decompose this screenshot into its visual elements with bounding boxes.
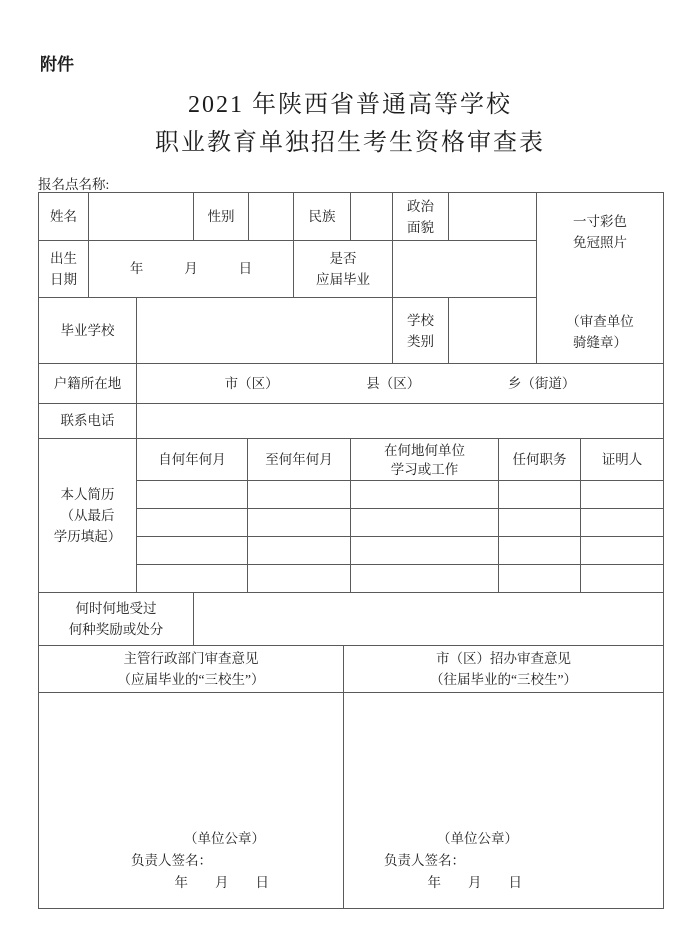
resume-label: 本人简历 （从最后 学历填起） bbox=[39, 439, 137, 593]
review-left-signature-cell bbox=[39, 693, 344, 908]
row-awards bbox=[39, 593, 663, 646]
phone-label: 联系电话 bbox=[39, 404, 137, 439]
resume-cell bbox=[499, 565, 581, 593]
top-section bbox=[39, 193, 663, 364]
resume-cell bbox=[248, 565, 351, 593]
resume-cell bbox=[351, 509, 499, 537]
registration-point-label: 报名点名称: bbox=[38, 177, 110, 192]
attachment-label: 附件 bbox=[40, 55, 74, 74]
graduate-school-value-cell bbox=[137, 298, 393, 364]
awards-value-cell bbox=[194, 593, 663, 646]
left-date-line: 年 月 日 bbox=[174, 875, 269, 890]
resume-col-where: 在何地何单位 学习或工作 bbox=[351, 439, 499, 481]
resume-cell bbox=[351, 481, 499, 509]
name-value-cell bbox=[89, 193, 194, 241]
residence-value-cell bbox=[137, 364, 663, 404]
seal-note-text: （审查单位 骑缝章） bbox=[566, 314, 634, 350]
resume-col-witness: 证明人 bbox=[581, 439, 663, 481]
resume-cell bbox=[499, 481, 581, 509]
gender-value-cell bbox=[249, 193, 294, 241]
residence-town-label: 乡（街道） bbox=[507, 375, 576, 391]
resume-col-to: 至何年何月 bbox=[248, 439, 351, 481]
review-header-row bbox=[39, 646, 663, 693]
resume-cell bbox=[248, 481, 351, 509]
resume-cell bbox=[581, 509, 663, 537]
resume-empty-row bbox=[137, 481, 663, 509]
phone-value-cell bbox=[137, 404, 663, 439]
residence-county-label: 县（区） bbox=[366, 375, 421, 391]
school-type-label: 学校 类别 bbox=[393, 298, 449, 364]
left-signature-block bbox=[131, 828, 271, 894]
school-type-value-cell bbox=[449, 298, 537, 364]
resume-cell bbox=[499, 537, 581, 565]
form-title-line1: 2021 年陕西省普通高等学校 bbox=[188, 92, 512, 118]
row-graduate-school bbox=[39, 298, 537, 364]
resume-cell bbox=[581, 565, 663, 593]
gender-label: 性别 bbox=[194, 193, 249, 241]
fresh-graduate-label: 是否 应届毕业 bbox=[294, 241, 393, 298]
right-date-line: 年 月 日 bbox=[427, 875, 522, 890]
political-status-label: 政治 面貌 bbox=[393, 193, 449, 241]
ethnicity-label: 民族 bbox=[294, 193, 351, 241]
resume-cell bbox=[137, 565, 248, 593]
graduate-school-label: 毕业学校 bbox=[39, 298, 137, 364]
right-seal-label: （单位公章） bbox=[437, 831, 518, 846]
resume-empty-row bbox=[137, 565, 663, 593]
row-residence bbox=[39, 364, 663, 404]
review-left-title: 主管行政部门审查意见 （应届毕业的“三校生”） bbox=[39, 646, 344, 693]
resume-cell bbox=[581, 537, 663, 565]
right-signer-label: 负责人签名： bbox=[384, 853, 465, 868]
birth-date-value-cell bbox=[89, 241, 294, 298]
left-signer-label: 负责人签名： bbox=[131, 853, 212, 868]
photo-cell bbox=[537, 193, 663, 364]
residence-label: 户籍所在地 bbox=[39, 364, 137, 404]
photo-placeholder-text: 一寸彩色 免冠照片 bbox=[573, 214, 627, 250]
left-seal-label: （单位公章） bbox=[184, 831, 265, 846]
resume-cell bbox=[351, 537, 499, 565]
resume-col-position: 任何职务 bbox=[499, 439, 581, 481]
day-label: 日 bbox=[238, 261, 253, 276]
residence-city-label: 市（区） bbox=[224, 375, 279, 391]
resume-empty-row bbox=[137, 509, 663, 537]
row-birth-date bbox=[39, 241, 537, 298]
row-phone bbox=[39, 404, 663, 439]
month-label: 月 bbox=[184, 261, 198, 276]
resume-col-from: 自何年何月 bbox=[137, 439, 248, 481]
resume-section bbox=[39, 439, 663, 593]
resume-cell bbox=[499, 509, 581, 537]
year-label: 年 bbox=[129, 261, 144, 276]
right-signature-block bbox=[384, 828, 524, 894]
resume-cell bbox=[137, 537, 248, 565]
name-label: 姓名 bbox=[39, 193, 89, 241]
resume-cell bbox=[137, 481, 248, 509]
resume-cell bbox=[248, 537, 351, 565]
political-status-value-cell bbox=[449, 193, 537, 241]
resume-header-row bbox=[137, 439, 663, 481]
fresh-graduate-value-cell bbox=[393, 241, 537, 298]
row-name bbox=[39, 193, 537, 241]
ethnicity-value-cell bbox=[351, 193, 393, 241]
resume-cell bbox=[351, 565, 499, 593]
resume-cell bbox=[137, 509, 248, 537]
birth-date-label: 出生 日期 bbox=[39, 241, 89, 298]
review-right-signature-cell bbox=[344, 693, 663, 908]
resume-cell bbox=[248, 509, 351, 537]
review-right-title: 市（区）招办审查意见 （往届毕业的“三校生”） bbox=[344, 646, 663, 693]
form-title-line2: 职业教育单独招生考生资格审查表 bbox=[155, 130, 545, 156]
resume-cell bbox=[581, 481, 663, 509]
resume-empty-row bbox=[137, 537, 663, 565]
qualification-review-form-table bbox=[38, 192, 664, 909]
awards-label: 何时何地受过 何种奖励或处分 bbox=[39, 593, 194, 646]
signature-row bbox=[39, 693, 663, 908]
